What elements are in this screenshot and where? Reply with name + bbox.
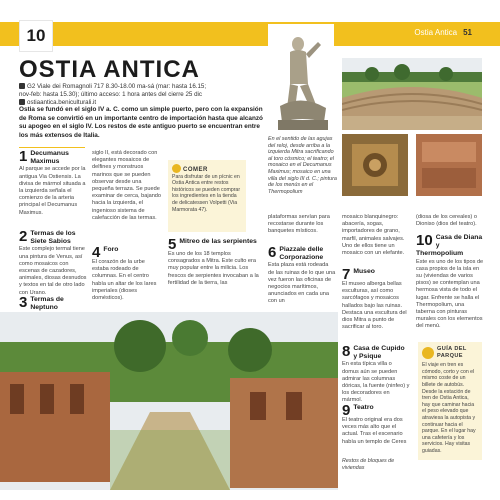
section-text: Este complejo termal tiene una pintura de Venus, así como mosaicos con escenas de cazadores, animales, diosas desnudos y textos en tal de otro lado con Urano. (19, 246, 87, 296)
mosaic-illustration (342, 134, 408, 196)
theatre-photo (342, 58, 482, 130)
web-icon (19, 99, 25, 105)
ruins-illustration (0, 312, 338, 490)
section-text: plataformas servían para recostarse durante los banquetes místicos. (268, 214, 330, 235)
location-icon (19, 83, 25, 89)
guide-heading: GUÍA DEL PARQUE (437, 346, 467, 359)
info-line-1: G2 Viale dei Romagnoli 717 8.30-18.00 ma-sá (mar: hasta 16.15; (27, 83, 207, 90)
section-6-continued (342, 214, 410, 257)
section-text: En esta típica villa o domus aún se pueden admirar las columnas dóricas, la fuente (ninfeo) y los decoradores en mármol. (342, 361, 410, 404)
section-1 (19, 150, 87, 217)
ruins-caption: Restos de bloques de viviendas (342, 458, 395, 471)
running-title: Ostia Antica (414, 28, 458, 37)
section-9-continued (416, 214, 484, 228)
website-link[interactable]: ostiaantica.beniculturali.it (27, 99, 97, 106)
comer-heading: COMER (183, 167, 208, 173)
section-text: siglo II, está decorado con elegantes mosaicos de delfines y monstruos marinos que se pueden observar desde una pequeña terraza. Se puede examinar de cerca, bajando hacia la izquierda, el ingenioso sistema de calefacción de las termas. (92, 150, 162, 221)
section-7 (342, 268, 410, 331)
section-number: 7 (342, 266, 351, 283)
guide-text: El viaje en tren es cómodo, corto y con el mismo coste de un billete de autobús. Desde la estación de tren de Ostia Antica, hay que caminar hacia el peso elevado que atraviesa la autopista y continuar hacia el parque. En el lugar hay una cafetería y los servicios. Hay visitas guiadas. (422, 362, 476, 454)
running-header (414, 28, 472, 37)
mosaic-photo (342, 134, 408, 196)
section-number: 2 (19, 228, 28, 245)
section-8 (342, 345, 410, 405)
section-number: 8 (342, 343, 351, 360)
section-heading: Piazzale delle Corporazione (279, 246, 324, 262)
section-3-continued (92, 150, 162, 222)
info-line-2: nov-feb: hasta 15.30); último acceso: 1 hora antes del cierre 25 dic (19, 91, 202, 98)
section-text: El museo alberga bellas esculturas, así como sarcófagos y mosaicos hallados bajo las ruinas. Destaca una escultura del dios Mitra a punto de sacrificar al toro. (342, 281, 407, 331)
fork-knife-icon (172, 164, 181, 173)
chapter-number: 10 (19, 20, 53, 52)
fresco-photo (416, 134, 482, 196)
mithras-statue-photo (268, 24, 334, 134)
section-heading: Museo (353, 268, 375, 275)
section-number: 5 (168, 236, 177, 253)
section-text: Esta plaza está rodeada de las ruinas de lo que una vez fueron las oficinas de negocios marítimos, anunciados en cada una con un (268, 262, 336, 305)
page-number: 51 (463, 28, 472, 37)
section-6 (268, 246, 336, 306)
section-number: 6 (268, 244, 277, 261)
section-number: 10 (416, 232, 433, 249)
photo-caption: En el sentido de las agujas del reloj, desde arriba a la izquierda Mitra sacrificando al toro cósmico; el teatro; el mosaico en el Decumanus Maximus; mosaico en una villa del siglo III d. C.; pintura de los menús en el Thermopolium (268, 136, 337, 195)
section-heading: Teatro (353, 404, 374, 411)
comer-text: Para disfrutar de un pícnic en Ostia Antica entre restos históricos se pueden comprar los ingredientes en la tienda de delicatessen Volpetti (Via Marmorata 47). (172, 173, 241, 213)
section-number: 9 (342, 402, 351, 419)
fresco-illustration (416, 134, 482, 196)
section-text: El corazón de la urbe estaba rodeado de columnas. En el centro había un altar de los lares imperiales (dioses domésticos). (92, 259, 157, 302)
section-heading: Termas de Neptuno (30, 296, 64, 312)
section-2 (19, 230, 87, 297)
section-heading: Mitreo de las serpientes (179, 238, 257, 245)
statue-illustration (268, 24, 334, 134)
section-heading: Casa de Diana y Thermopolium (416, 234, 483, 258)
section-4 (92, 246, 162, 302)
compass-icon (422, 347, 434, 359)
section-text: Este es uno de los tipos de casa propios de la isla en su (viviendas de varios pisos) se contemplan una hermosa vista de todo el lugar. Enfrente se halla el Thermopolium, una taberna con pinturas murales con los elementos del menú. (416, 258, 484, 330)
section-text: Al parque se accede por la antigua Via Ostiensis. La divisa de mármol situada a la izquierda señala el comienzo de la arteria principal el Decumanus Maximus. (19, 166, 86, 216)
section-number: 4 (92, 244, 101, 261)
section-heading: Termas de los Siete Sabios (30, 230, 76, 246)
theatre-illustration (342, 58, 482, 130)
section-5 (168, 238, 262, 287)
park-guide-box (418, 342, 482, 460)
section-text: Es uno de los 18 templos consagrados a Mitra. Este culto era muy popular entre la milicia. Los frescos de serpientes invocaban a la fertilidad de la tierra, las (168, 251, 259, 286)
section-number: 3 (19, 294, 28, 311)
section-10 (416, 234, 484, 331)
section-text: (diosa de los cereales) o Dioniso (dios del teatro). (416, 214, 477, 228)
intro-text: Ostia se fundó en el siglo IV a. C. como un simple puerto, pero con la expansión de Roma se convirtió en un importante centro de importación hasta que alcanzó su apogeo en el siglo IV. Los restos de este antiguo puerto se encuentran entre los más extensos de Italia. (19, 106, 263, 139)
section-text: El teatro original era dos veces más alto que el actual. Tras el escenario había un templo de Ceres (342, 417, 407, 445)
divider (19, 147, 85, 148)
section-text: mosaico blanquinegro: abacería, sogas, importadores de grano, marfil, animales salvajes. Uno de ellos tiene un mosaico con un elefante. (342, 214, 405, 257)
page-title: OSTIA ANTICA (19, 56, 200, 83)
section-number: 1 (19, 148, 28, 165)
section-heading: Decumanus Maximus (30, 150, 69, 166)
section-heading: Foro (103, 246, 119, 253)
section-5-continued (268, 214, 336, 236)
section-heading: Casa de Cupido y Psique (353, 345, 405, 361)
comer-box (168, 160, 246, 232)
ruins-photo (0, 312, 338, 490)
section-9 (342, 404, 410, 446)
visitor-info (19, 83, 269, 107)
